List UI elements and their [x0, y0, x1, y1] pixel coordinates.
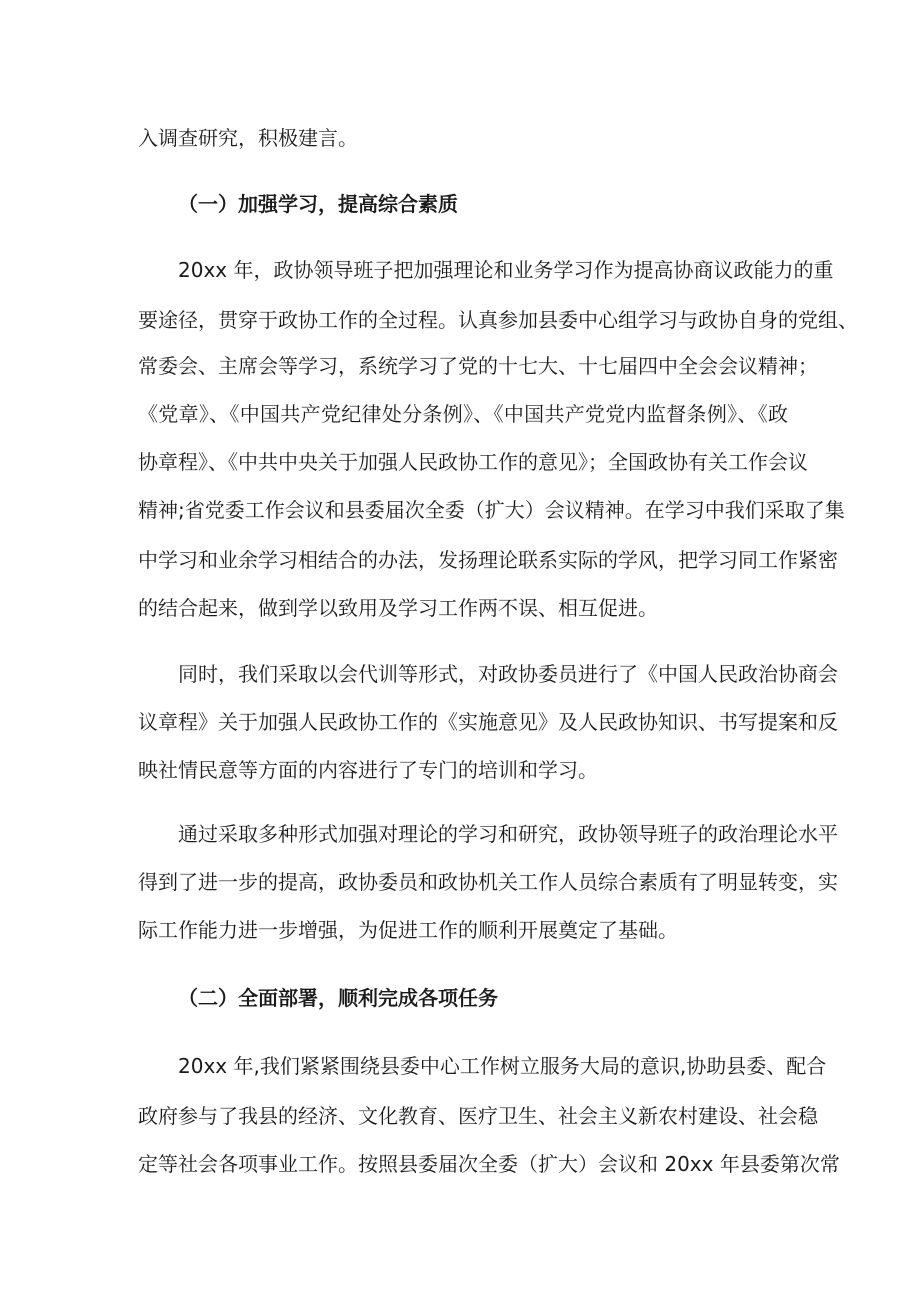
- intro-line: 入调查研究，积极建言。: [138, 126, 358, 150]
- s1-p3-line: 得到了进一步的提高，政协委员和政协机关工作人员综合素质有了明显转变，实: [138, 870, 838, 894]
- s1-p3-line: 通过采取多种形式加强对理论的学习和研究，政协领导班子的政治理论水平: [178, 822, 838, 846]
- s1-p2-line: 映社情民意等方面的内容进行了专门的培训和学习。: [138, 758, 598, 782]
- s2-p1-line: 定等社会各项事业工作。按照县委届次全委（扩大）会议和 20xx 年县委第次常: [138, 1152, 840, 1176]
- s1-p1-line: 协章程》、《中共中央关于加强人民政协工作的意见》；全国政协有关工作会议: [138, 450, 808, 474]
- s1-p1-line: 精神;省党委工作会议和县委届次全委（扩大）会议精神。在学习中我们采取了集: [138, 498, 845, 522]
- s1-p1-line: 《党章》、《中国共产党纪律处分条例》、《中国共产党党内监督条例》、《政: [138, 402, 788, 426]
- s1-p1-line: 的结合起来，做到学以致用及学习工作两不误、相互促进。: [138, 596, 658, 620]
- section2-heading: （二）全面部署，顺利完成各项任务: [178, 986, 498, 1010]
- s1-p1-line: 常委会、主席会等学习，系统学习了党的十七大、十七届四中全会会议精神；: [138, 354, 818, 378]
- s1-p1-line: 要途径，贯穿于政协工作的全过程。认真参加县委中心组学习与政协自身的党组、: [138, 308, 858, 332]
- s1-p1-line: 20xx 年，政协领导班子把加强理论和业务学习作为提高协商议政能力的重: [178, 258, 834, 282]
- s1-p2-line: 议章程》关于加强人民政协工作的《实施意见》及人民政协知识、书写提案和反: [138, 710, 838, 734]
- s1-p2-line: 同时，我们采取以会代训等形式，对政协委员进行了《中国人民政治协商会: [178, 662, 838, 686]
- s2-p1-line: 20xx 年,我们紧紧围绕县委中心工作树立服务大局的意识,协助县委、配合: [178, 1054, 827, 1078]
- s1-p3-line: 际工作能力进一步增强，为促进工作的顺利开展奠定了基础。: [138, 918, 678, 942]
- s1-p1-line: 中学习和业余学习相结合的办法，发扬理论联系实际的学风，把学习同工作紧密: [138, 548, 838, 572]
- section1-heading: （一）加强学习，提高综合素质: [178, 192, 458, 216]
- s2-p1-line: 政府参与了我县的经济、文化教育、医疗卫生、社会主义新农村建设、社会稳: [138, 1104, 818, 1128]
